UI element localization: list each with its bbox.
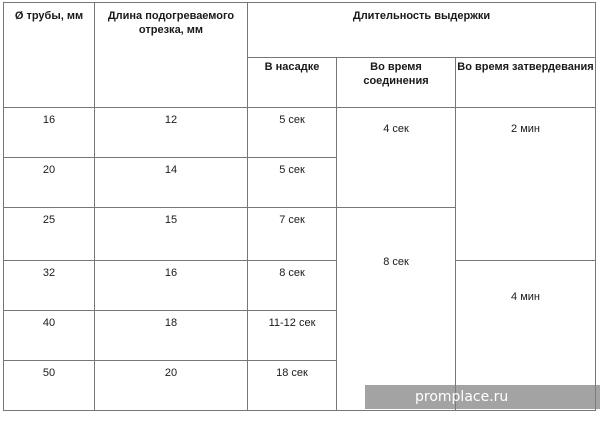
nozzle-cell: 7 сек bbox=[248, 208, 337, 261]
curing-cell: 4 мин bbox=[456, 261, 596, 411]
length-cell: 16 bbox=[95, 261, 248, 311]
header-row bbox=[4, 3, 596, 58]
nozzle-cell: 8 сек bbox=[248, 261, 337, 311]
length-cell: 18 bbox=[95, 311, 248, 361]
header-duration: Длительность выдержки bbox=[248, 3, 596, 58]
diameter-cell: 50 bbox=[4, 361, 95, 411]
diameter-cell: 20 bbox=[4, 158, 95, 208]
watermark: promplace.ru bbox=[365, 385, 600, 409]
nozzle-cell: 18 сек bbox=[248, 361, 337, 411]
nozzle-cell: 11-12 сек bbox=[248, 311, 337, 361]
length-cell: 12 bbox=[95, 108, 248, 158]
nozzle-cell: 5 сек bbox=[248, 158, 337, 208]
diameter-cell: 40 bbox=[4, 311, 95, 361]
length-cell: 20 bbox=[95, 361, 248, 411]
header-length: Длина подогреваемого отрезка, мм bbox=[95, 3, 248, 108]
diameter-cell: 32 bbox=[4, 261, 95, 311]
length-cell: 14 bbox=[95, 158, 248, 208]
subheader-joining: Во время соединения bbox=[337, 58, 456, 108]
nozzle-cell: 5 сек bbox=[248, 108, 337, 158]
table-row bbox=[4, 108, 596, 158]
subheader-curing: Во время затвердевания bbox=[456, 58, 596, 108]
diameter-cell: 16 bbox=[4, 108, 95, 158]
joining-cell: 8 сек bbox=[337, 208, 456, 411]
joining-cell: 4 сек bbox=[337, 108, 456, 208]
diameter-cell: 25 bbox=[4, 208, 95, 261]
subheader-nozzle: В насадке bbox=[248, 58, 337, 108]
duration-table bbox=[3, 2, 596, 411]
header-diameter: Ø трубы, мм bbox=[4, 3, 95, 108]
length-cell: 15 bbox=[95, 208, 248, 261]
table-row bbox=[4, 261, 596, 311]
curing-cell: 2 мин bbox=[456, 108, 596, 261]
